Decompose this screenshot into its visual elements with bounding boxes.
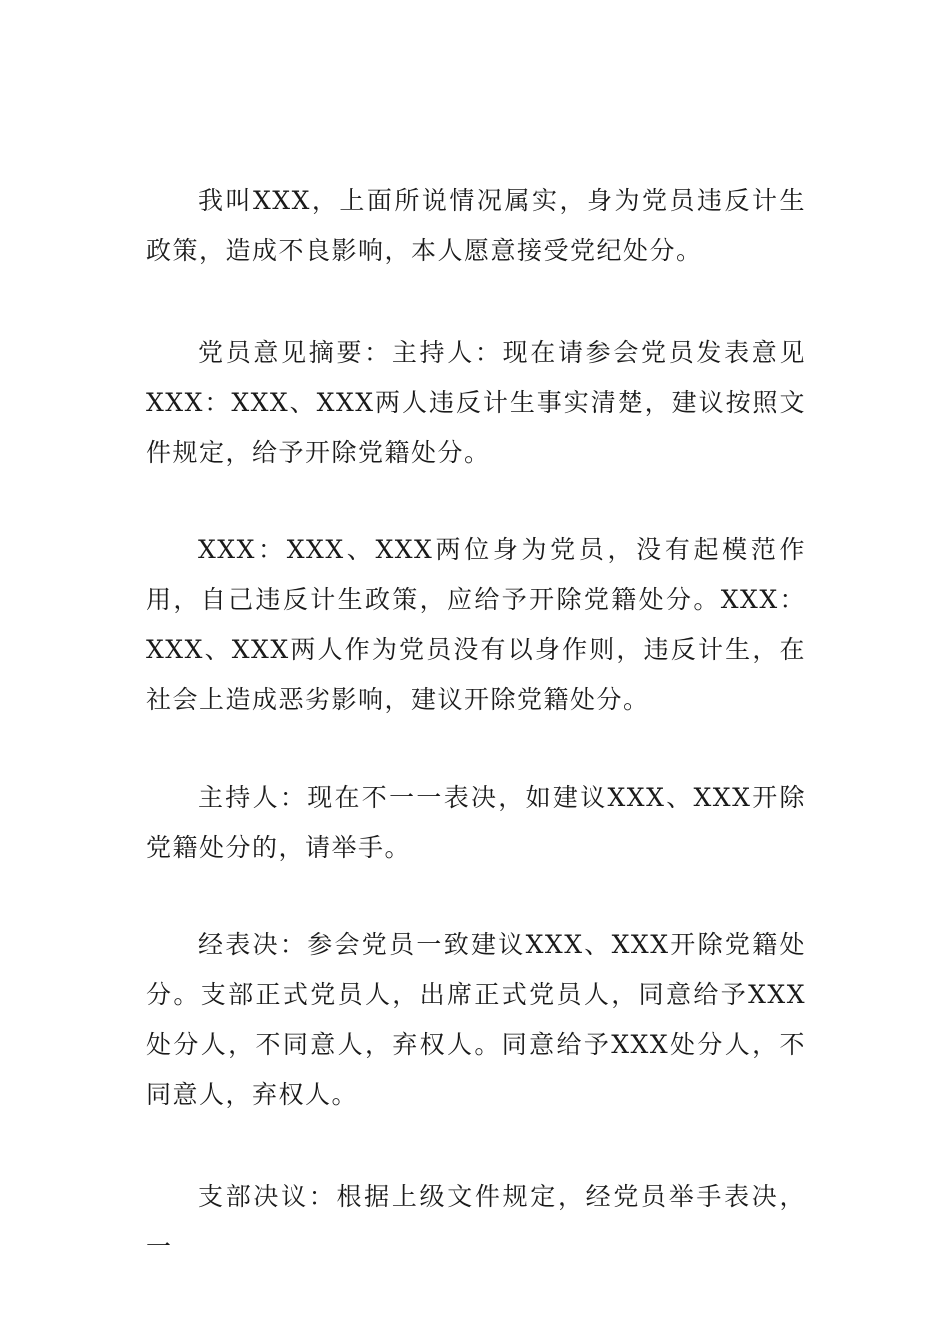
paragraph-member-opinion-summary: 党员意见摘要：主持人：现在请参会党员发表意见XXX：XXX、XXX两人违反计生事实清楚，建议按照文件规定，给予开除党籍处分。 xyxy=(146,338,806,467)
paragraph-vote-result: 经表决：参会党员一致建议XXX、XXX开除党籍处分。支部正式党员人，出席正式党员人，同意给予XXX处分人，不同意人，弃权人。同意给予XXX处分人，不同意人，弃权人。 xyxy=(146,930,806,1109)
paragraph-host-vote-call: 主持人：现在不一一表决，如建议XXX、XXX开除党籍处分的，请举手。 xyxy=(146,783,806,862)
paragraph-member-opinions: XXX：XXX、XXX两位身为党员，没有起模范作用，自己违反计生政策，应给予开除党籍处分。XXX：XXX、XXX两人作为党员没有以身作则，违反计生，在社会上造成恶劣影响，建议开除党籍处分。 xyxy=(146,535,806,714)
paragraph-statement: 我叫XXX，上面所说情况属实，身为党员违反计生政策，造成不良影响，本人愿意接受党纪处分。 xyxy=(146,186,806,265)
paragraph-branch-resolution: 支部决议：根据上级文件规定，经党员举手表决，一 xyxy=(146,1182,806,1261)
